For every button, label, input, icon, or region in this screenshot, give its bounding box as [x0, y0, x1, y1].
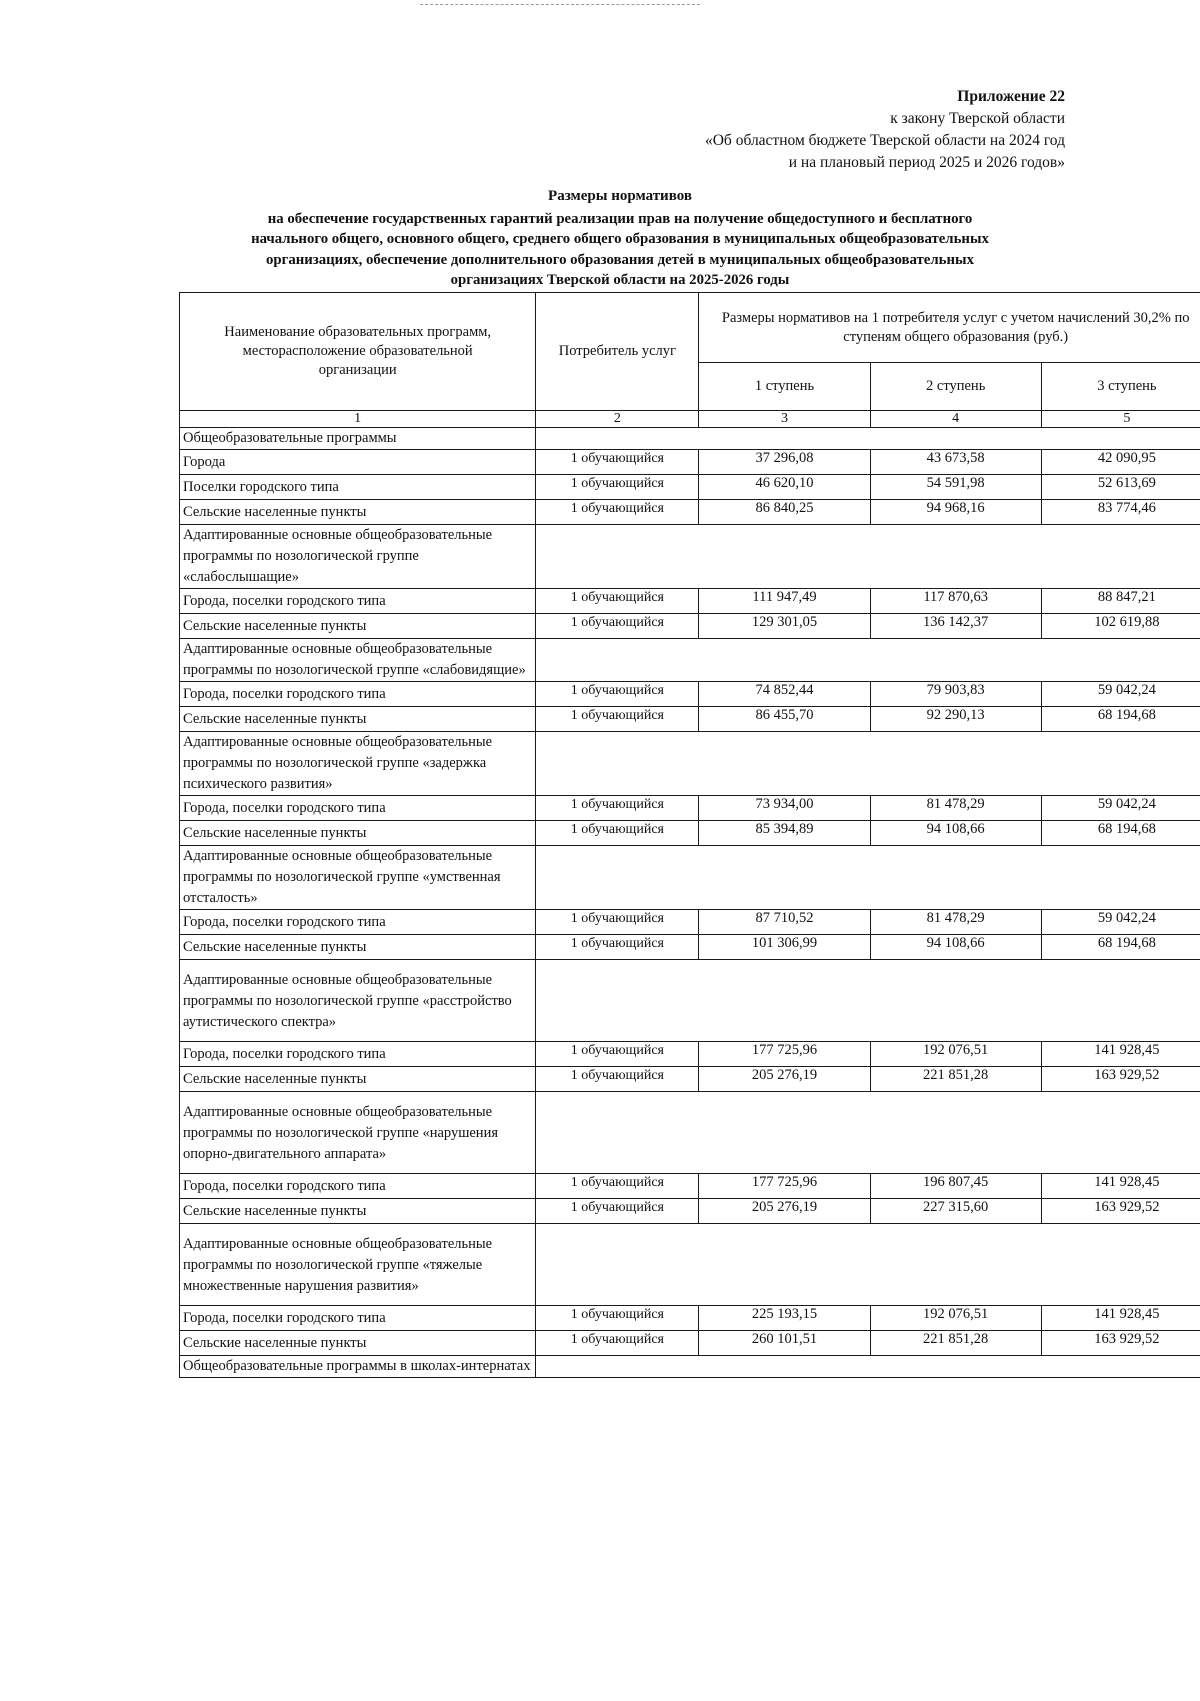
section-row — [180, 732, 1200, 796]
appendix-number: Приложение 22 — [957, 88, 1065, 105]
row-value-step2: 43 673,58 — [926, 450, 985, 466]
section-row — [180, 1092, 1200, 1174]
row-location: Города — [180, 450, 536, 475]
section-row — [180, 525, 1200, 589]
row-value-step2: 94 108,66 — [926, 935, 985, 951]
appendix-law-period: и на плановый период 2025 и 2026 годов» — [788, 154, 1065, 171]
title-line-4: организациях, обеспечение дополнительного образования детей в муниципальных общеобразовательных — [266, 251, 974, 268]
row-location: Города, поселки городского типа — [180, 796, 536, 821]
row-value-step3: 141 928,45 — [1094, 1306, 1160, 1322]
row-location: Города, поселки городского типа — [180, 682, 536, 707]
section-empty-cell — [536, 525, 1200, 589]
table-row — [180, 1067, 1200, 1092]
row-consumer: 1 обучающийся — [536, 821, 699, 846]
column-number: 1 — [180, 411, 536, 428]
scan-top-line — [420, 4, 700, 5]
title-line-1: Размеры нормативов — [548, 188, 692, 204]
header-step-2: 2 ступень — [870, 363, 1041, 411]
row-consumer: 1 обучающийся — [536, 1331, 699, 1356]
table-row — [180, 821, 1200, 846]
row-value-step2: 196 807,45 — [923, 1174, 989, 1190]
row-value-step3: 102 619,88 — [1094, 614, 1160, 630]
row-value-step1: 205 276,19 — [751, 1067, 818, 1083]
row-value-step1: 177 725,96 — [751, 1042, 818, 1058]
table-row — [180, 450, 1200, 475]
section-title: Адаптированные основные общеобразовательные программы по нозологической группе «задержка психического развития» — [180, 732, 536, 796]
section-row — [180, 1224, 1200, 1306]
section-title: Адаптированные основные общеобразовательные программы по нозологической группе «умственная отсталость» — [180, 846, 536, 910]
row-value-step2: 117 870,63 — [923, 589, 989, 605]
section-empty-cell — [536, 732, 1200, 796]
row-value-step2: 94 968,16 — [926, 500, 985, 516]
appendix-law: к закону Тверской области — [890, 110, 1065, 127]
appendix-law-title: «Об областном бюджете Тверской области на 2024 год — [704, 132, 1065, 149]
row-value-step2: 79 903,83 — [926, 682, 985, 698]
section-empty-cell — [536, 960, 1200, 1042]
row-value-step3: 163 929,52 — [1094, 1331, 1160, 1347]
header-consumer: Потребитель услуг — [536, 293, 699, 411]
table-row — [180, 935, 1200, 960]
row-location: Сельские населенные пункты — [180, 1331, 536, 1356]
row-consumer: 1 обучающийся — [536, 796, 699, 821]
row-value-step2: 192 076,51 — [923, 1306, 989, 1322]
row-location: Сельские населенные пункты — [180, 1199, 536, 1224]
row-value-step3: 141 928,45 — [1094, 1042, 1160, 1058]
header-step-1: 1 ступень — [699, 363, 870, 411]
row-consumer: 1 обучающийся — [536, 614, 699, 639]
header-step-3: 3 ступень — [1041, 363, 1200, 411]
row-location: Сельские населенные пункты — [180, 707, 536, 732]
row-value-step1: 74 852,44 — [755, 682, 814, 698]
row-value-step3: 163 929,52 — [1094, 1199, 1160, 1215]
row-value-step1: 129 301,05 — [751, 614, 818, 630]
row-location: Сельские населенные пункты — [180, 614, 536, 639]
section-title: Адаптированные основные общеобразовательные программы по нозологической группе «нарушения опорно-двигательного аппарата» — [180, 1092, 536, 1174]
row-value-step1: 37 296,08 — [755, 450, 814, 466]
title-line-5: организациях Тверской области на 2025-2026 годы — [450, 272, 790, 288]
row-location: Сельские населенные пункты — [180, 1067, 536, 1092]
column-number: 4 — [870, 411, 1041, 428]
section-empty-cell — [536, 428, 1200, 450]
table-row — [180, 796, 1200, 821]
row-location: Сельские населенные пункты — [180, 935, 536, 960]
table-row — [180, 500, 1200, 525]
row-location: Сельские населенные пункты — [180, 821, 536, 846]
row-consumer: 1 обучающийся — [536, 1306, 699, 1331]
row-location: Поселки городского типа — [180, 475, 536, 500]
row-consumer: 1 обучающийся — [536, 589, 699, 614]
table-row — [180, 614, 1200, 639]
row-consumer: 1 обучающийся — [536, 707, 699, 732]
row-value-step2: 92 290,13 — [926, 707, 985, 723]
section-row — [180, 428, 1200, 450]
row-value-step2: 227 315,60 — [923, 1199, 989, 1215]
row-value-step1: 225 193,15 — [751, 1306, 818, 1322]
section-title: Адаптированные основные общеобразовательные программы по нозологической группе «тяжелые множественные нарушения развития» — [180, 1224, 536, 1306]
row-value-step1: 87 710,52 — [755, 910, 814, 926]
section-empty-cell — [536, 1092, 1200, 1174]
section-row — [180, 639, 1200, 682]
section-empty-cell — [536, 1224, 1200, 1306]
row-value-step1: 101 306,99 — [751, 935, 818, 951]
column-number: 5 — [1041, 411, 1200, 428]
norms-table — [179, 292, 1200, 1378]
appendix-block — [705, 86, 1065, 174]
header-name: Наименование образовательных программ, месторасположение образовательной организации — [180, 293, 536, 411]
section-title: Адаптированные основные общеобразовательные программы по нозологической группе «расстройство аутистического спектра» — [180, 960, 536, 1042]
row-value-step2: 192 076,51 — [923, 1042, 989, 1058]
row-consumer: 1 обучающийся — [536, 910, 699, 935]
row-consumer: 1 обучающийся — [536, 935, 699, 960]
table-row — [180, 1042, 1200, 1067]
table-row — [180, 682, 1200, 707]
row-value-step2: 81 478,29 — [926, 796, 985, 812]
row-value-step2: 221 851,28 — [923, 1331, 989, 1347]
section-empty-cell — [536, 846, 1200, 910]
table-row — [180, 1199, 1200, 1224]
row-value-step1: 73 934,00 — [755, 796, 814, 812]
row-value-step3: 59 042,24 — [1097, 796, 1156, 812]
row-consumer: 1 обучающийся — [536, 1199, 699, 1224]
row-value-step3: 141 928,45 — [1094, 1174, 1160, 1190]
row-value-step3: 52 613,69 — [1097, 475, 1156, 491]
table-row — [180, 910, 1200, 935]
table-row — [180, 1306, 1200, 1331]
row-consumer: 1 обучающийся — [536, 1174, 699, 1199]
row-value-step2: 221 851,28 — [923, 1067, 989, 1083]
row-consumer: 1 обучающийся — [536, 500, 699, 525]
section-row — [180, 1356, 1200, 1378]
row-value-step3: 68 194,68 — [1097, 707, 1156, 723]
section-empty-cell — [536, 1356, 1200, 1378]
row-value-step2: 54 591,98 — [926, 475, 985, 491]
table-row — [180, 589, 1200, 614]
row-value-step2: 136 142,37 — [923, 614, 989, 630]
row-location: Сельские населенные пункты — [180, 500, 536, 525]
row-value-step1: 205 276,19 — [751, 1199, 818, 1215]
column-number: 2 — [536, 411, 699, 428]
row-value-step1: 260 101,51 — [751, 1331, 818, 1347]
row-location: Города, поселки городского типа — [180, 1042, 536, 1067]
row-location: Города, поселки городского типа — [180, 1174, 536, 1199]
table-row — [180, 1174, 1200, 1199]
column-numbers-row — [180, 411, 1200, 428]
section-title: Общеобразовательные программы в школах-интернатах — [180, 1356, 536, 1378]
row-value-step1: 177 725,96 — [751, 1174, 818, 1190]
section-row — [180, 960, 1200, 1042]
row-value-step1: 46 620,10 — [755, 475, 814, 491]
row-consumer: 1 обучающийся — [536, 682, 699, 707]
row-value-step1: 85 394,89 — [755, 821, 814, 837]
row-consumer: 1 обучающийся — [536, 1042, 699, 1067]
row-value-step3: 42 090,95 — [1097, 450, 1156, 466]
row-value-step3: 163 929,52 — [1094, 1067, 1160, 1083]
row-value-step3: 68 194,68 — [1097, 935, 1156, 951]
row-consumer: 1 обучающийся — [536, 1067, 699, 1092]
title-line-3: начального общего, основного общего, среднего общего образования в муниципальных общеобразовательных — [251, 231, 989, 247]
row-value-step3: 68 194,68 — [1097, 821, 1156, 837]
column-number: 3 — [699, 411, 870, 428]
row-value-step1: 111 947,49 — [752, 589, 817, 605]
row-location: Города, поселки городского типа — [180, 589, 536, 614]
section-title: Адаптированные основные общеобразовательные программы по нозологической группе «слабовидящие» — [180, 639, 536, 682]
row-value-step2: 81 478,29 — [926, 910, 985, 926]
row-location: Города, поселки городского типа — [180, 910, 536, 935]
section-row — [180, 846, 1200, 910]
header-norms: Размеры нормативов на 1 потребителя услуг с учетом начислений 30,2% по ступеням общего образования (руб.) — [699, 293, 1200, 363]
section-title: Адаптированные основные общеобразовательные программы по нозологической группе «слабослышащие» — [180, 525, 536, 589]
row-value-step1: 86 455,70 — [755, 707, 814, 723]
row-consumer: 1 обучающийся — [536, 450, 699, 475]
row-value-step2: 94 108,66 — [926, 821, 985, 837]
row-value-step3: 59 042,24 — [1097, 682, 1156, 698]
row-value-step3: 59 042,24 — [1097, 910, 1156, 926]
table-row — [180, 475, 1200, 500]
table-row — [180, 707, 1200, 732]
row-consumer: 1 обучающийся — [536, 475, 699, 500]
row-value-step3: 88 847,21 — [1097, 589, 1156, 605]
row-value-step1: 86 840,25 — [755, 500, 814, 516]
title-line-2: на обеспечение государственных гарантий реализации прав на получение общедоступного и бесплатного — [267, 210, 973, 227]
section-title: Общеобразовательные программы — [180, 428, 536, 450]
document-title — [180, 186, 1060, 291]
section-empty-cell — [536, 639, 1200, 682]
row-location: Города, поселки городского типа — [180, 1306, 536, 1331]
row-value-step3: 83 774,46 — [1097, 500, 1156, 516]
table-row — [180, 1331, 1200, 1356]
